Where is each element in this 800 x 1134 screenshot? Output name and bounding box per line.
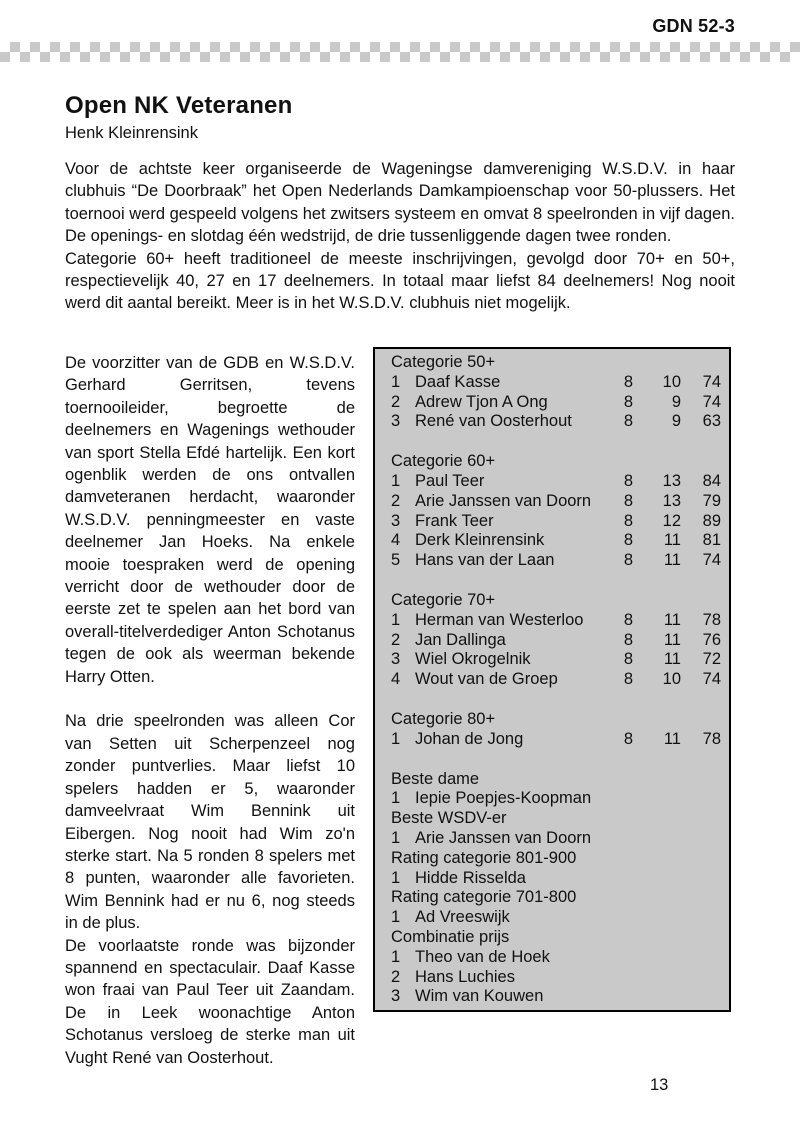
result-name: Wim van Kouwen [415, 987, 544, 1006]
result-points: 11 [663, 610, 681, 629]
result-rating: 81 [702, 531, 721, 550]
result-rounds [593, 829, 633, 849]
result-points: 11 [663, 630, 681, 649]
results-section [391, 888, 721, 928]
result-points: 10 [662, 372, 681, 391]
results-section-title: Categorie 60+ [391, 452, 496, 471]
paragraph: Na drie speelronden was alleen Cor van Setten uit Scherpenzeel nog zonder puntverlies. Maar liefst 10 spelers hadden er 5, waaronder damveelvraat Wim Bennink uit Eibergen. Nog nooit had Wim zo'n sterke start. Na 5 ronden 8 spelers met 8 punten, waaronder alle favorieten. Wim Bennink had er nu 6, nog steeds in de plus. [65, 712, 355, 933]
result-rounds: 8 [623, 729, 633, 748]
result-rating: 78 [702, 610, 721, 629]
result-rating: 72 [702, 650, 721, 669]
result-points [633, 869, 681, 889]
result-name: Paul Teer [415, 471, 485, 490]
result-rounds: 8 [623, 471, 633, 490]
result-row [391, 631, 721, 651]
result-points: 9 [671, 392, 681, 411]
result-points [633, 908, 681, 928]
result-rank: 3 [391, 412, 401, 431]
result-row [391, 412, 721, 432]
results-section [391, 849, 721, 889]
result-points: 10 [662, 670, 681, 689]
result-rounds: 8 [623, 511, 633, 530]
results-section-title: Rating categorie 701-800 [391, 888, 577, 907]
result-name: Adrew Tjon A Ong [415, 392, 548, 411]
result-name: Hans van der Laan [415, 551, 555, 570]
result-rating: 63 [702, 412, 721, 431]
result-row [391, 611, 721, 631]
result-rank: 4 [391, 531, 401, 550]
results-section-title: Combinatie prijs [391, 927, 510, 946]
result-rounds: 8 [623, 372, 633, 391]
result-rank: 1 [391, 828, 401, 847]
result-rounds [593, 869, 633, 889]
result-name: Hidde Risselda [415, 868, 526, 887]
results-section-title: Categorie 50+ [391, 353, 496, 371]
results-box [373, 347, 731, 1012]
result-points: 9 [671, 412, 681, 431]
results-section [391, 353, 721, 432]
result-rounds: 8 [623, 650, 633, 669]
result-row [391, 373, 721, 393]
result-row [391, 829, 721, 849]
result-rating [681, 869, 721, 889]
result-name: Arie Janssen van Doorn [415, 828, 592, 847]
result-rank: 1 [391, 908, 401, 927]
paragraph: De voorlaatste ronde was bijzonder spannend en spectaculair. Daaf Kasse won fraai van Paul Teer uit Zaandam. De in Leek woonachtige Anton Schotanus versloeg de sterke man uit Vught René van Oosterhout. [65, 936, 355, 1067]
result-rounds [593, 908, 633, 928]
result-rating: 74 [702, 670, 721, 689]
results-section [391, 452, 721, 571]
result-name: Wout van de Groep [415, 670, 558, 689]
result-name: Arie Janssen van Doorn [415, 491, 592, 510]
article-title: Open NK Veteranen [65, 92, 293, 119]
result-row [391, 968, 721, 988]
result-rounds [593, 948, 633, 968]
result-rank: 1 [391, 868, 401, 887]
result-rating [681, 968, 721, 988]
result-points [633, 829, 681, 849]
result-rating [681, 829, 721, 849]
result-name: Wiel Okrogelnik [415, 650, 531, 669]
results-section-title: Rating categorie 801-900 [391, 848, 577, 867]
result-rating: 84 [702, 471, 721, 490]
page-number: 13 [650, 1076, 669, 1094]
results-section-title: Beste WSDV-er [391, 809, 507, 828]
result-rounds [593, 987, 633, 1007]
result-row [391, 789, 721, 809]
result-points: 13 [662, 471, 681, 490]
result-name: Frank Teer [415, 511, 494, 530]
result-rank: 2 [391, 491, 401, 510]
result-row [391, 492, 721, 512]
result-rounds [593, 968, 633, 988]
results-section [391, 809, 721, 849]
results-section [391, 770, 721, 810]
result-rounds: 8 [623, 670, 633, 689]
result-points: 11 [663, 729, 681, 748]
result-rating: 74 [702, 372, 721, 391]
results-section [391, 928, 721, 1007]
result-rounds: 8 [623, 551, 633, 570]
result-rank: 3 [391, 511, 401, 530]
result-name: Johan de Jong [415, 729, 524, 748]
result-rating [681, 789, 721, 809]
results-section-title: Categorie 70+ [391, 590, 496, 609]
result-name: Jan Dallinga [415, 630, 506, 649]
result-rounds: 8 [623, 630, 633, 649]
result-name: Theo van de Hoek [415, 947, 550, 966]
results-section [391, 591, 721, 690]
result-name: Iepie Poepjes-Koopman [415, 789, 592, 808]
result-row [391, 650, 721, 670]
result-row [391, 670, 721, 690]
result-rating: 74 [702, 551, 721, 570]
result-rating [681, 987, 721, 1007]
result-rating [681, 908, 721, 928]
result-rank: 1 [391, 610, 401, 629]
result-row [391, 869, 721, 889]
result-rating: 79 [702, 491, 721, 510]
result-rank: 1 [391, 789, 401, 808]
result-rank: 1 [391, 372, 401, 391]
article-author: Henk Kleinrensink [65, 124, 198, 142]
result-rounds: 8 [623, 491, 633, 510]
checkered-divider [0, 42, 800, 62]
result-rounds: 8 [623, 412, 633, 431]
result-rank: 2 [391, 630, 401, 649]
result-points: 13 [662, 491, 681, 510]
result-rank: 4 [391, 670, 401, 689]
result-rating: 76 [702, 630, 721, 649]
results-section-title: Categorie 80+ [391, 709, 496, 728]
results-section [391, 710, 721, 750]
paragraph: Voor de achtste keer organiseerde de Wageningse damvereniging W.S.D.V. in haar clubhuis “De Doorbraak” het Open Nederlands Damkampioenschap voor 50-plussers. Het toernooi werd gespeeld volgens het zwitsers systeem en omvat 8 speelronden in vijf dagen. De openings- en slotdag één wedstrijd, de drie tussenliggende dagen twee ronden. [65, 160, 735, 246]
result-row [391, 730, 721, 750]
result-row [391, 531, 721, 551]
result-rank: 1 [391, 471, 401, 490]
result-rounds: 8 [623, 392, 633, 411]
result-name: Daaf Kasse [415, 372, 501, 391]
result-rating [681, 948, 721, 968]
result-points: 11 [663, 551, 681, 570]
result-row [391, 472, 721, 492]
result-rank: 3 [391, 987, 401, 1006]
result-rank: 2 [391, 967, 401, 986]
result-rating: 74 [702, 392, 721, 411]
result-row [391, 551, 721, 571]
result-points [633, 968, 681, 988]
result-name: Herman van Westerloo [415, 610, 584, 629]
result-points: 11 [663, 650, 681, 669]
result-name: Hans Luchies [415, 967, 515, 986]
result-rank: 3 [391, 650, 401, 669]
result-row [391, 393, 721, 413]
result-rank: 5 [391, 551, 401, 570]
results-section-title: Beste dame [391, 769, 480, 788]
result-rounds: 8 [623, 610, 633, 629]
result-row [391, 908, 721, 928]
result-points [633, 789, 681, 809]
result-rank: 1 [391, 729, 401, 748]
result-points [633, 987, 681, 1007]
result-points [633, 948, 681, 968]
result-rounds [593, 789, 633, 809]
left-column [65, 352, 355, 1069]
issue-header [652, 16, 735, 37]
result-rating: 89 [702, 511, 721, 530]
intro-section [65, 158, 735, 315]
result-row [391, 948, 721, 968]
issue-label: GDN 52-3 [652, 16, 735, 36]
result-rounds: 8 [623, 531, 633, 550]
result-rank: 2 [391, 392, 401, 411]
paragraph: De voorzitter van de GDB en W.S.D.V. Gerhard Gerritsen, tevens toernooileider, begroette de deelnemers en Wagenings wethouder van sport Stella Efdé hartelijk. Een kort ogenblik werden de ons ontvallen damveteranen herdacht, waaronder W.S.D.V. penningmeester en vaste deelnemer Jan Hoeks. Na enkele mooie toespraken werd de opening verricht door de wethouder door de eerste zet te spelen aan het bord van overall-titelverdediger Anton Schotanus tegen de ook als weerman bekende Harry Otten. [65, 354, 355, 686]
result-rank: 1 [391, 947, 401, 966]
result-rating: 78 [702, 729, 721, 748]
result-points: 12 [662, 511, 681, 530]
result-points: 11 [663, 531, 681, 550]
paragraph: Categorie 60+ heeft traditioneel de meeste inschrijvingen, gevolgd door 70+ en 50+, respectievelijk 40, 27 en 17 deelnemers. In totaal maar liefst 84 deelnemers! Nog nooit werd dit aantal bereikt. Meer is in het W.S.D.V. clubhuis niet mogelijk. [65, 249, 735, 313]
result-name: Derk Kleinrensink [415, 531, 545, 550]
result-row [391, 512, 721, 532]
result-name: René van Oosterhout [415, 412, 572, 431]
result-name: Ad Vreeswijk [415, 908, 510, 927]
result-row [391, 987, 721, 1007]
